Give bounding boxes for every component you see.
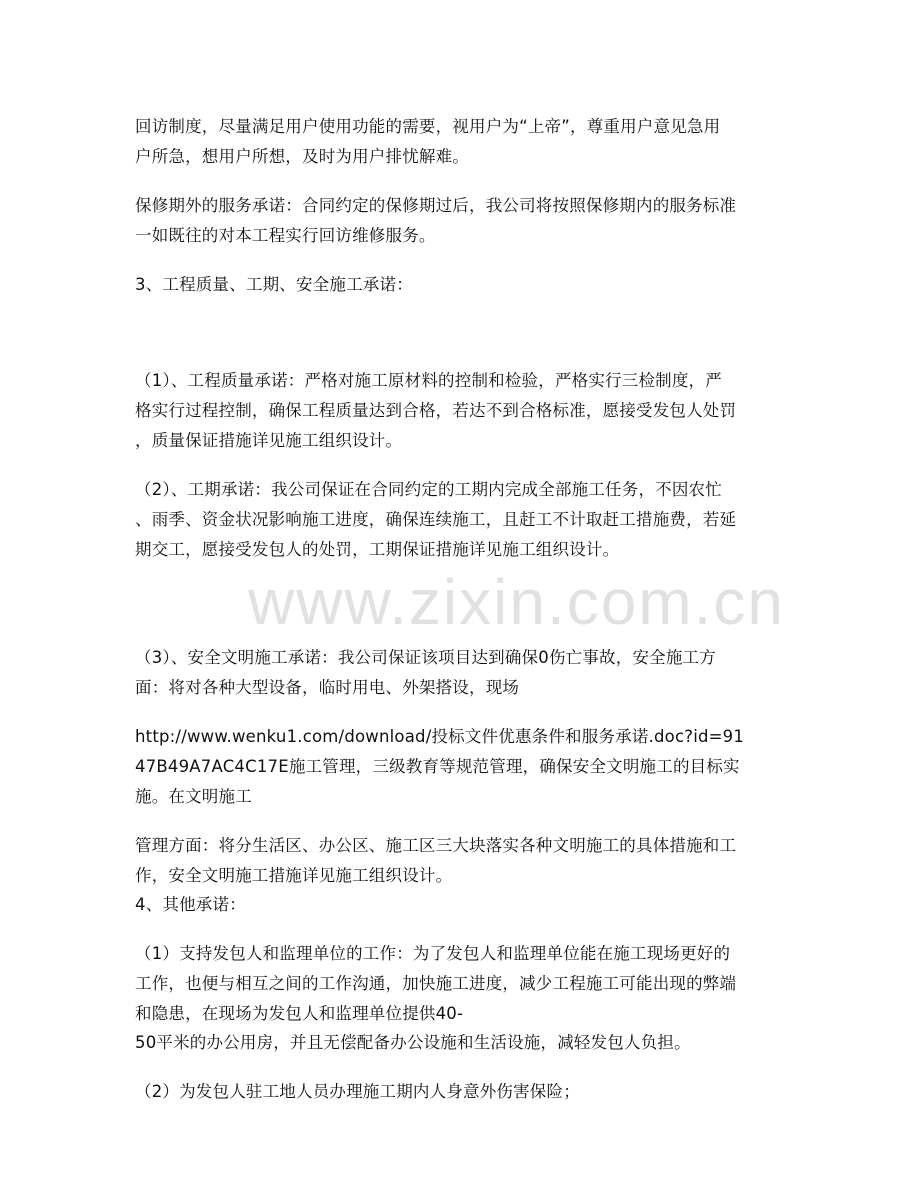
paragraph-line: 面：将对各种大型设备，临时用电、外架搭设，现场 xyxy=(135,678,520,697)
paragraph-line: 作，安全文明施工措施详见施工组织设计。 xyxy=(135,866,453,885)
paragraph-line: 4、其他承诺： xyxy=(135,895,246,914)
paragraph-line: （3）、安全文明施工承诺：我公司保证该项目达到确保0伤亡事故，安全施工方 xyxy=(135,648,716,667)
paragraph-line: 工作，也便与相互之间的工作沟通，加快施工进度，减少工程施工可能出现的弊端 xyxy=(135,974,737,993)
paragraph-line: （2）为发包人驻工地人员办理施工期内人身意外伤害保险； xyxy=(135,1082,580,1101)
paragraph-line: 管理方面：将分生活区、办公区、施工区三大块落实各种文明施工的具体措施和工 xyxy=(135,836,737,855)
paragraph-line: 回访制度，尽量满足用户使用功能的需要，视用户为“上帝”，尊重用户意见急用 xyxy=(135,117,721,136)
paragraph-line: 3、工程质量、工期、安全施工承诺： xyxy=(135,275,413,294)
paragraph-line: 期交工，愿接受发包人的处罚，工期保证措施详见施工组织设计。 xyxy=(135,540,620,559)
watermark: www.zixin.com.cn xyxy=(248,566,785,638)
paragraph-line: ，质量保证措施详见施工组织设计。 xyxy=(135,431,403,450)
paragraph-line: （2）、工期承诺：我公司保证在合同约定的工期内完成全部施工任务，不因农忙 xyxy=(135,480,722,499)
document-url-text: http://www.wenku1.com/download/投标文件优惠条件和服务承诺.doc?id=91 xyxy=(135,727,745,746)
paragraph-line: 施。在文明施工 xyxy=(135,787,252,806)
paragraph-line: 格实行过程控制，确保工程质量达到合格，若达不到合格标准，愿接受发包人处罚 xyxy=(135,401,737,420)
paragraph-line: 50平米的办公用房，并且无偿配备办公设施和生活设施，减轻发包人负担。 xyxy=(135,1033,691,1052)
paragraph-line: 47B49A7AC4C17E施工管理，三级教育等规范管理，确保安全文明施工的目标实 xyxy=(135,757,740,776)
paragraph-line: （1）支持发包人和监理单位的工作：为了发包人和监理单位能在施工现场更好的 xyxy=(135,944,731,963)
paragraph-line: （1）、工程质量承诺：严格对施工原材料的控制和检验，严格实行三检制度，严 xyxy=(135,371,722,390)
paragraph-line: 一如既往的对本工程实行回访维修服务。 xyxy=(135,226,436,245)
paragraph-line: 、雨季、资金状况影响施工进度，确保连续施工，且赶工不计取赶工措施费，若延 xyxy=(135,510,737,529)
paragraph-line: 保修期外的服务承诺：合同约定的保修期过后，我公司将按照保修期内的服务标准 xyxy=(135,196,737,215)
paragraph-line: 和隐患，在现场为发包人和监理单位提供40- xyxy=(135,1004,464,1023)
paragraph-line: 户所急，想用户所想，及时为用户排忧解难。 xyxy=(135,147,469,166)
